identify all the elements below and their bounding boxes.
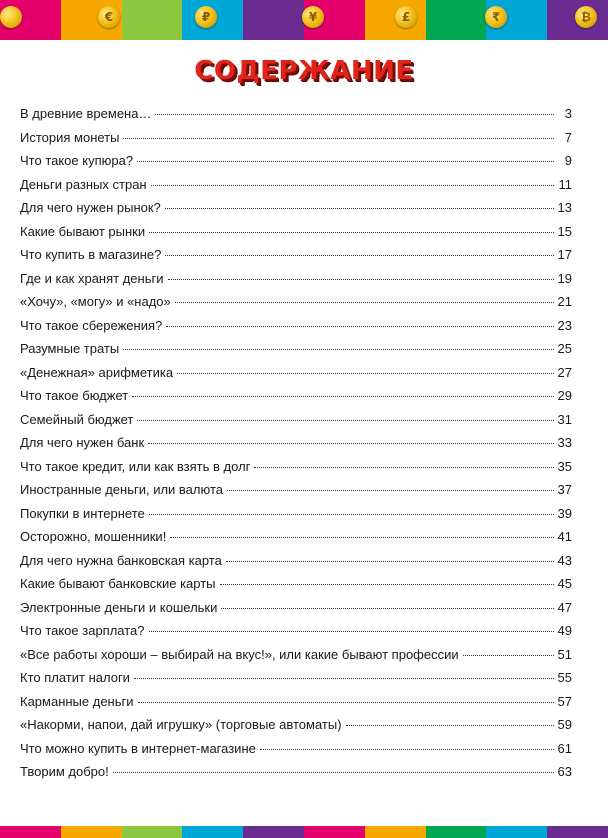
dot-leader xyxy=(346,725,554,726)
dot-leader xyxy=(227,490,554,491)
toc-entry-page-number: 63 xyxy=(557,764,572,779)
dot-leader xyxy=(226,561,554,562)
toc-entry[interactable] xyxy=(20,502,572,526)
toc-entry-page-number: 9 xyxy=(564,153,572,168)
toc-entry-page-number: 47 xyxy=(557,599,572,615)
toc-entry-title: Для чего нужен банк xyxy=(20,435,145,450)
coin-icon: £ xyxy=(395,6,417,28)
dot-leader xyxy=(170,537,553,538)
dot-leader xyxy=(463,655,554,656)
toc-entry[interactable] xyxy=(20,690,572,714)
coin-icon: ₽ xyxy=(195,6,217,28)
dot-leader xyxy=(168,279,554,280)
dot-leader xyxy=(175,302,554,303)
toc-entry-title: Кто платит налоги xyxy=(20,670,130,685)
toc-entry[interactable] xyxy=(20,196,572,220)
toc-entry-title: Покупки в интернете xyxy=(20,505,145,521)
toc-entry[interactable] xyxy=(20,572,572,596)
coin-icon: ₹ xyxy=(485,6,507,28)
toc-entry-page-number: 29 xyxy=(557,388,572,403)
dot-leader xyxy=(132,396,553,397)
toc-entry[interactable] xyxy=(20,408,572,432)
toc-entry[interactable] xyxy=(20,267,572,291)
toc-entry-title: История монеты xyxy=(20,129,120,145)
toc-entry-page-number: 7 xyxy=(564,129,572,145)
dot-leader xyxy=(155,114,554,115)
dot-leader xyxy=(148,443,553,444)
dot-leader xyxy=(165,255,553,256)
toc-entry-page-number: 3 xyxy=(564,106,572,121)
toc-entry-page-number: 15 xyxy=(557,223,572,239)
dot-leader xyxy=(137,161,554,162)
toc-entry-title: Какие бывают банковские карты xyxy=(20,576,216,591)
toc-entry-page-number: 19 xyxy=(557,270,572,286)
band-segment xyxy=(365,826,426,838)
toc-entry-page-number: 11 xyxy=(558,176,572,192)
toc-entry-page-number: 43 xyxy=(557,552,572,568)
toc-entry-title: Творим добро! xyxy=(20,764,109,779)
dot-leader xyxy=(260,749,554,750)
toc-entry-title: Иностранные деньги, или валюта xyxy=(20,482,224,497)
band-segment xyxy=(304,826,365,838)
band-segment xyxy=(243,0,304,40)
toc-entry-page-number: 55 xyxy=(557,670,572,685)
toc-entry-page-number: 17 xyxy=(557,247,572,262)
toc-entry-title: «Хочу», «могу» и «надо» xyxy=(20,294,171,309)
toc-entry-title: Карманные деньги xyxy=(20,693,134,709)
toc-entry-title: «Все работы хороши – выбирай на вкус!», или какие бывают профессии xyxy=(20,646,459,662)
toc-entry-page-number: 33 xyxy=(557,435,572,450)
band-segment xyxy=(182,826,243,838)
toc-entry-page-number: 37 xyxy=(557,482,572,497)
toc-entry-page-number: 45 xyxy=(557,576,572,591)
toc-entry-title: Осторожно, мошенники! xyxy=(20,529,167,544)
toc-entry[interactable] xyxy=(20,455,572,479)
toc-entry-title: Что такое бюджет xyxy=(20,388,129,403)
toc-entry-page-number: 57 xyxy=(557,693,572,709)
toc-entry-page-number: 21 xyxy=(557,294,572,309)
toc-entry[interactable] xyxy=(20,220,572,244)
band-segment xyxy=(426,0,487,40)
toc-entry-page-number: 23 xyxy=(557,317,572,333)
toc-entry-page-number: 61 xyxy=(557,740,572,756)
dot-leader xyxy=(149,631,554,632)
toc-entry[interactable] xyxy=(20,361,572,385)
toc-entry-title: Семейный бюджет xyxy=(20,411,134,427)
toc-entry-page-number: 49 xyxy=(557,623,572,638)
toc-entry-page-number: 27 xyxy=(557,364,572,380)
toc-entry-title: Что купить в магазине? xyxy=(20,247,162,262)
toc-entry[interactable] xyxy=(20,102,572,126)
toc-entry-title: Какие бывают рынки xyxy=(20,223,146,239)
toc-entry-title: «Денежная» арифметика xyxy=(20,364,174,380)
band-segment xyxy=(122,826,183,838)
band-segment xyxy=(243,826,304,838)
toc-entry[interactable] xyxy=(20,619,572,643)
toc-entry[interactable] xyxy=(20,384,572,408)
toc-entry-title: Что такое зарплата? xyxy=(20,623,145,638)
bottom-decorative-band xyxy=(0,826,608,838)
band-segment xyxy=(0,826,61,838)
toc-entry-title: Что такое сбережения? xyxy=(20,317,163,333)
dot-leader xyxy=(113,772,554,773)
toc-entry-page-number: 51 xyxy=(557,646,572,662)
toc-entry-title: Где и как хранят деньги xyxy=(20,270,164,286)
toc-entry[interactable] xyxy=(20,337,572,361)
toc-entry[interactable] xyxy=(20,643,572,667)
dot-leader xyxy=(123,138,554,139)
toc-entry[interactable] xyxy=(20,737,572,761)
dot-leader xyxy=(134,678,554,679)
coin-icon: € xyxy=(98,6,120,28)
toc-entry[interactable] xyxy=(20,314,572,338)
toc-entry[interactable] xyxy=(20,173,572,197)
toc-entry-title: Разумные траты xyxy=(20,341,120,356)
toc-entry-title: В древние времена… xyxy=(20,106,152,121)
toc-entry-title: Электронные деньги и кошельки xyxy=(20,599,218,615)
toc-entry-title: Для чего нужна банковская карта xyxy=(20,552,222,568)
coin-icon: ¥ xyxy=(302,6,324,28)
toc-entry-page-number: 25 xyxy=(557,341,572,356)
dot-leader xyxy=(254,467,553,468)
toc-entry-page-number: 35 xyxy=(557,458,572,474)
band-segment xyxy=(486,826,547,838)
toc-entry-title: Что такое кредит, или как взять в долг xyxy=(20,458,251,474)
toc-entry[interactable] xyxy=(20,549,572,573)
band-segment xyxy=(61,826,122,838)
toc-entry-title: Что такое купюра? xyxy=(20,153,134,168)
dot-leader xyxy=(151,185,554,186)
band-segment xyxy=(547,826,608,838)
toc-entry-title: Для чего нужен рынок? xyxy=(20,200,161,215)
toc-entry[interactable] xyxy=(20,713,572,737)
toc-entry[interactable] xyxy=(20,596,572,620)
toc-entry[interactable] xyxy=(20,243,572,267)
dot-leader xyxy=(149,514,554,515)
dot-leader xyxy=(138,702,554,703)
dot-leader xyxy=(166,326,553,327)
page-title: СОДЕРЖАНИЕ xyxy=(194,56,414,86)
toc-entry[interactable] xyxy=(20,478,572,502)
toc-entry[interactable] xyxy=(20,290,572,314)
table-of-contents xyxy=(20,102,572,784)
dot-leader xyxy=(177,373,553,374)
toc-entry[interactable] xyxy=(20,126,572,150)
dot-leader xyxy=(220,584,554,585)
toc-entry-page-number: 41 xyxy=(557,529,572,544)
dot-leader xyxy=(137,420,553,421)
toc-entry-title: Что можно купить в интернет-магазине xyxy=(20,740,256,756)
dot-leader xyxy=(149,232,553,233)
coin-icon: ₿ xyxy=(575,6,597,28)
toc-entry[interactable] xyxy=(20,525,572,549)
toc-entry-title: Деньги разных стран xyxy=(20,176,147,192)
band-segment xyxy=(426,826,487,838)
toc-entry[interactable] xyxy=(20,149,572,173)
toc-entry[interactable] xyxy=(20,666,572,690)
coin-icon xyxy=(0,6,22,28)
toc-entry-title: «Накорми, напои, дай игрушку» (торговые автоматы) xyxy=(20,717,342,732)
toc-entry-page-number: 59 xyxy=(557,717,572,732)
dot-leader xyxy=(165,208,554,209)
toc-entry-page-number: 39 xyxy=(557,505,572,521)
band-segment xyxy=(122,0,183,40)
toc-entry[interactable] xyxy=(20,431,572,455)
toc-entry-page-number: 31 xyxy=(557,411,572,427)
dot-leader xyxy=(123,349,553,350)
dot-leader xyxy=(221,608,553,609)
toc-entry[interactable] xyxy=(20,760,572,784)
toc-entry-page-number: 13 xyxy=(557,200,572,215)
